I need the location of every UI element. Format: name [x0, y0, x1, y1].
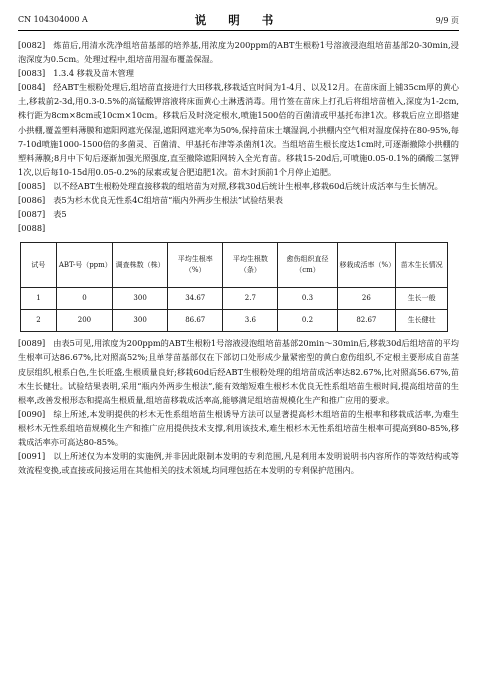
paragraph-0088: [18, 221, 459, 235]
page-number: 9/9 页: [435, 16, 459, 25]
patent-number: CN 104304000 A: [18, 15, 88, 24]
page-header: [18, 12, 459, 28]
table-cell: 0: [56, 288, 112, 310]
paragraph-0082: [18, 38, 459, 66]
table-cell: 2: [21, 310, 57, 332]
table-cell: 300: [113, 288, 168, 310]
table-cell: 3.6: [223, 310, 278, 332]
document-body: [18, 38, 459, 477]
paragraph-text: 表5为杉木优良无性系4C组培苗“瓶内外两步生根法”试验结果表: [53, 195, 283, 206]
table-header-cell: 愈伤组织直径（cm）: [278, 243, 337, 288]
results-table: [20, 242, 448, 332]
paragraph-0086: [18, 193, 459, 207]
paragraph-number: [0088]: [18, 223, 46, 234]
paragraph-text: 经ABT生根粉处理后,组培苗直接进行大田移栽,移栽适宜时间为1-4月、以及12月。在苗床面上铺35cm厚的黄心土,移栽前2-3d,用0.3-0.5%的高锰酸钾溶液将床面黄心土淋透消毒。用竹签在苗床上打孔后将组培苗植入,深度为1-2cm,株行距为8cm×8cm或10cm×10cm。移栽后及时浇定根水,喷施1500倍的百菌清或甲基托布津1次。移栽后应立即搭建小拱棚,覆盖塑料薄膜和遮阳网遮光保湿,遮阳网遮光率为50%,保持苗床土壤湿润,小拱棚内空气相对湿度保持在80-95%,每7-10d喷施1000-1500倍的多菌灵、百菌清、甲基托布津等杀菌剂1次。当组培苗生根长度达1cm时,可逐渐撤除小拱棚的塑料薄膜;8月中下旬后逐渐加强光照强度,直至撤除遮阳网转入全光育苗。移栽15-20d后,可喷施0.05-0.1%的磷酸二氢钾1次,以后每10-15d用0.05-0.2%的尿素或复合肥追肥1次。苗木封顶前1个月停止追肥。: [18, 82, 459, 177]
table-header-cell: 平均生根数（条）: [223, 243, 278, 288]
paragraph-number: [0089]: [18, 338, 46, 349]
table-cell: 26: [337, 288, 396, 310]
paragraph-text: 以上所述仅为本发明的实施例,并非因此限制本发明的专利范围,凡是利用本发明说明书内容所作的等效结构或等效流程变换,或直接或间接运用在其他相关的技术领域,均同理包括在本发明的专利保护范围内。: [18, 451, 459, 476]
table-cell: 生长健壮: [396, 310, 448, 332]
paragraph-0085: [18, 179, 459, 193]
paragraph-number: [0082]: [18, 40, 46, 50]
paragraph-0083: [18, 66, 459, 80]
paragraph-0084: [18, 80, 459, 179]
table-header-cell: 试号: [21, 243, 57, 288]
paragraph-number: [0090]: [18, 408, 46, 419]
table-cell: 300: [113, 310, 168, 332]
table-cell: 82.67: [337, 310, 396, 332]
table-cell: 0.2: [278, 310, 337, 332]
table-header-cell: 移栽成活率（%）: [337, 243, 396, 288]
paragraph-text: 综上所述,本发明提供的杉木无性系组培苗生根诱导方法可以显著提高杉木组培苗的生根率和移栽成活率,为难生根杉木无性系组培苗规模化生产和推广应用提供技术支撑,利用该技术,难生根杉木无性系组培苗生根率可提高到80-85%,移栽成活率亦可高达80-85%。: [18, 408, 459, 447]
paragraph-number: [0084]: [18, 82, 46, 93]
paragraph-0087: [18, 207, 459, 221]
paragraph-number: [0085]: [18, 180, 46, 191]
paragraph-0089: [18, 336, 459, 406]
table-cell: 34.67: [168, 288, 223, 310]
table-header-cell: 平均生根率（%）: [168, 243, 223, 288]
paragraph-0091: [18, 449, 459, 477]
paragraph-number: [0087]: [18, 209, 46, 220]
table-cell: 1: [21, 288, 57, 310]
paragraph-number: [0086]: [18, 195, 46, 206]
header-divider: [18, 30, 459, 31]
table-header-row: [21, 243, 448, 288]
table-header-cell: 苗木生长情况: [396, 243, 448, 288]
table-header-cell: 调查株数（株）: [113, 243, 168, 288]
paragraph-number: [0083]: [18, 68, 46, 79]
paragraph-text: 炼苗后,用清水洗净组培苗基部的培养基,用浓度为200ppm的ABT生根粉1号溶液浸泡组培苗基部20-30min,浸泡深度为0.5cm。处理过程中,组培苗用湿布覆盖保湿。: [18, 40, 459, 65]
table-cell: 生长一般: [396, 288, 448, 310]
table-cell: 2.7: [223, 288, 278, 310]
paragraph-text: 表5: [53, 209, 67, 220]
paragraph-text: 由表5可见,用浓度为200ppm的ABT生根粉1号溶液浸泡组培苗基部20min～30min后,移栽30d后组培苗的平均生根率可达86.67%,比对照高52%;且单芽苗基部仅在下部切口处形成少量紧密型的黄白愈伤组织,不定根主要形成自苗茎皮层组织,根系白色,生长旺盛,生根质量良好;移栽60d后经ABT生根粉处理的组培苗成活率达82.67%,比对照高56.67%,苗木生长健壮。试验结果表明,采用“瓶内外两步生根法”,能有效缩短难生根杉木优良无性系组培苗生根时间,提高组培苗的生根率,改善发根形态和提高生根质量,组培苗移栽成活率高,能够满足组培苗规模化生产和推广应用的要求。: [18, 338, 459, 405]
table-row: [21, 288, 448, 310]
paragraph-0090: [18, 407, 459, 449]
table-cell: 86.67: [168, 310, 223, 332]
paragraph-number: [0091]: [18, 451, 46, 462]
table-cell: 0.3: [278, 288, 337, 310]
paragraph-text: 以不经ABT生根粉处理直接移栽的组培苗为对照,移栽30d后统计生根率,移栽60d后统计成活率与生长情况。: [53, 180, 443, 191]
document-title: 说 明 书: [194, 13, 283, 27]
table-row: [21, 310, 448, 332]
table-cell: 200: [56, 310, 112, 332]
table-header-cell: ABT-号（ppm）: [56, 243, 112, 288]
paragraph-text: 1.3.4 移栽及苗木管理: [53, 68, 134, 79]
